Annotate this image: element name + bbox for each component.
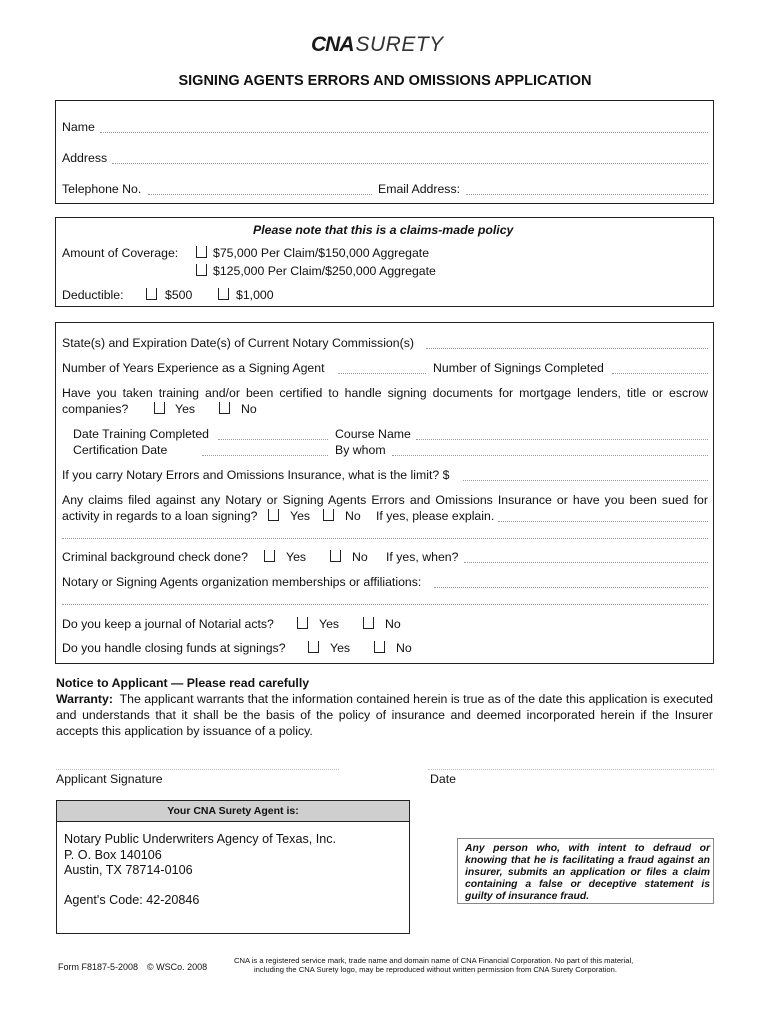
agent-name: Notary Public Underwriters Agency of Texas, Inc. xyxy=(64,832,337,846)
criminal-no-label: No xyxy=(352,550,368,564)
criminal-yes-label: Yes xyxy=(286,550,307,564)
training-question: Have you taken training and/or been certified to handle signing documents for mortgage lenders, title or escrow xyxy=(62,386,708,400)
criminal-when-field[interactable] xyxy=(464,562,708,563)
email-label: Email Address: xyxy=(378,182,461,196)
journal-label: Do you keep a journal of Notarial acts? xyxy=(62,617,274,631)
claims-yes-checkbox[interactable] xyxy=(268,509,279,521)
deductible-1000-checkbox[interactable] xyxy=(218,288,229,300)
course-name-field[interactable] xyxy=(416,439,708,440)
deductible-500-label: $500 xyxy=(165,288,193,302)
warranty-paragraph xyxy=(56,691,713,739)
agent-po-box: P. O. Box 140106 xyxy=(64,848,162,862)
warranty-text: The applicant warrants that the information contained herein is true as of the date this application is executed and understands that it shall be the basis of the policy of insurance and deemed incorporated herein if the Insurer accepts this application by issuance of a policy. xyxy=(56,692,713,738)
copyright: © WSCo. 2008 xyxy=(147,962,208,972)
date-field[interactable] xyxy=(428,769,714,770)
legal-line-2: including the CNA Surety logo, may be reproduced without written permission from CNA Surety Corporation. xyxy=(254,965,617,974)
training-no-label: No xyxy=(241,402,257,416)
years-experience-field[interactable] xyxy=(338,373,426,374)
memberships-label: Notary or Signing Agents organization memberships or affiliations: xyxy=(62,575,422,589)
applicant-signature-label: Applicant Signature xyxy=(56,772,163,786)
journal-yes-checkbox[interactable] xyxy=(297,617,308,629)
journal-yes-label: Yes xyxy=(319,617,340,631)
fraud-notice-text: Any person who, with intent to defraud or knowing that he is facilitating a fraud against an insurer, submits an application or files a claim containing a false or deceptive statement is guilty of insurance fraud. xyxy=(465,843,710,902)
criminal-yes-checkbox[interactable] xyxy=(264,550,275,562)
coverage-125k-checkbox[interactable] xyxy=(196,264,207,276)
cna-surety-logo xyxy=(311,33,444,57)
legal-line-1: CNA is a registered service mark, trade name and domain name of CNA Financial Corporation. No part of this material, xyxy=(234,956,634,965)
deductible-label: Deductible: xyxy=(62,288,124,302)
by-whom-field[interactable] xyxy=(392,455,708,456)
certification-date-label: Certification Date xyxy=(73,443,168,457)
name-label: Name xyxy=(62,120,95,134)
coverage-75k-checkbox[interactable] xyxy=(196,246,207,258)
years-experience-label: Number of Years Experience as a Signing Agent xyxy=(62,361,325,375)
coverage-125k-label: $125,000 Per Claim/$250,000 Aggregate xyxy=(213,264,436,278)
closing-funds-label: Do you handle closing funds at signings? xyxy=(62,641,286,655)
criminal-when-label: If yes, when? xyxy=(386,550,459,564)
email-field[interactable] xyxy=(466,194,708,195)
agent-city: Austin, TX 78714-0106 xyxy=(64,863,193,877)
closing-yes-checkbox[interactable] xyxy=(308,641,319,653)
logo-brand: CNA xyxy=(311,33,354,56)
memberships-field-2[interactable] xyxy=(62,604,708,605)
journal-no-label: No xyxy=(385,617,401,631)
date-label: Date xyxy=(430,772,456,786)
deductible-500-checkbox[interactable] xyxy=(146,288,157,300)
form-number: Form F8187-5-2008 xyxy=(58,962,139,972)
claims-no-label: No xyxy=(345,509,361,523)
closing-no-label: No xyxy=(396,641,412,655)
claims-explain-label: If yes, please explain. xyxy=(376,509,495,523)
claims-explain-field-2[interactable] xyxy=(62,538,708,539)
claims-question-cont: activity in regards to a loan signing? xyxy=(62,509,258,523)
claims-question: Any claims filed against any Notary or Signing Agents Errors and Omissions Insurance or have you been sued for xyxy=(62,493,708,507)
criminal-check-label: Criminal background check done? xyxy=(62,550,248,564)
page-title: SIGNING AGENTS ERRORS AND OMISSIONS APPLICATION xyxy=(178,73,592,89)
commission-states-label: State(s) and Expiration Date(s) of Current Notary Commission(s) xyxy=(62,336,414,350)
address-field[interactable] xyxy=(112,163,708,164)
certification-date-field[interactable] xyxy=(202,455,328,456)
training-question-cont: companies? xyxy=(62,402,129,416)
course-name-label: Course Name xyxy=(335,427,411,441)
journal-no-checkbox[interactable] xyxy=(363,617,374,629)
training-yes-label: Yes xyxy=(175,402,196,416)
logo-suffix: SURETY xyxy=(355,33,444,56)
date-training-label: Date Training Completed xyxy=(73,427,210,441)
coverage-75k-label: $75,000 Per Claim/$150,000 Aggregate xyxy=(213,246,430,260)
agent-heading: Your CNA Surety Agent is: xyxy=(57,801,409,822)
commission-states-field[interactable] xyxy=(426,348,708,349)
training-no-checkbox[interactable] xyxy=(219,402,230,414)
signings-completed-label: Number of Signings Completed xyxy=(433,361,604,375)
eo-limit-label: If you carry Notary Errors and Omissions Insurance, what is the limit? $ xyxy=(62,468,450,482)
notice-heading: Notice to Applicant — Please read carefully xyxy=(56,676,310,690)
agent-code: Agent's Code: 42-20846 xyxy=(64,893,200,907)
telephone-label: Telephone No. xyxy=(62,182,142,196)
claims-yes-label: Yes xyxy=(290,509,311,523)
claims-explain-field[interactable] xyxy=(498,521,708,522)
eo-limit-field[interactable] xyxy=(463,480,708,481)
closing-no-checkbox[interactable] xyxy=(374,641,385,653)
training-yes-checkbox[interactable] xyxy=(154,402,165,414)
criminal-no-checkbox[interactable] xyxy=(330,550,341,562)
signings-completed-field[interactable] xyxy=(612,373,708,374)
deductible-1000-label: $1,000 xyxy=(236,288,274,302)
warranty-label: Warranty: xyxy=(56,692,113,706)
claims-made-notice: Please note that this is a claims-made policy xyxy=(253,223,514,237)
memberships-field[interactable] xyxy=(434,587,708,588)
claims-no-checkbox[interactable] xyxy=(323,509,334,521)
closing-yes-label: Yes xyxy=(330,641,351,655)
coverage-amount-label: Amount of Coverage: xyxy=(62,246,179,260)
applicant-signature-field[interactable] xyxy=(56,769,339,770)
telephone-field[interactable] xyxy=(148,194,372,195)
address-label: Address xyxy=(62,151,108,165)
by-whom-label: By whom xyxy=(335,443,386,457)
date-training-field[interactable] xyxy=(218,439,328,440)
name-field[interactable] xyxy=(100,132,708,133)
